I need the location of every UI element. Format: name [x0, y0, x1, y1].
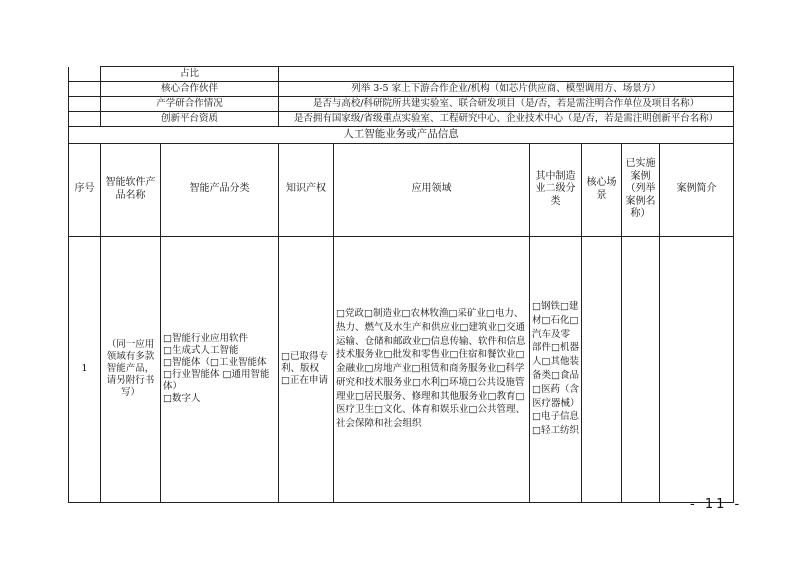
page-number: - 11 - — [690, 497, 743, 512]
blank-cell — [69, 67, 101, 82]
application-form-table — [68, 66, 734, 503]
row-index: 1 — [69, 236, 101, 502]
table-row — [69, 236, 734, 502]
label-share: 占比 — [101, 67, 279, 82]
case-intro-cell[interactable] — [660, 236, 734, 502]
row-share — [69, 67, 734, 82]
product-name-cell[interactable]: （同一应用领域有多款智能产品，请另附行书写） — [101, 236, 161, 502]
header-category: 智能产品分类 — [161, 143, 279, 236]
value-share[interactable] — [279, 67, 734, 82]
header-ip: 知识产权 — [279, 143, 334, 236]
ip-cell[interactable]: □已取得专利、版权 □正在申请 — [279, 236, 334, 502]
mfg-sub-cell[interactable]: □钢铁□建材□石化□汽车及零部件□机器人□其他装备类□食品□医药（含医疗器械）□电子信息□轻工纺织 — [530, 236, 582, 502]
blank-cell — [69, 81, 101, 96]
blank-cell — [69, 111, 101, 126]
fields-cell[interactable]: □党政□制造业□农林牧渔□采矿业□电力、热力、燃气及水生产和供应业□建筑业□交通运输、仓储和邮政业□信息传输、软件和信息技术服务业□批发和零售业□住宿和餐饮业□金融业□房地产业□租赁和商务服务业□科学研究和技术服务业□水利□环境□公共设施管理业□居民服务、修理和其他服务业□教育□医疗卫生□文化、体育和娱乐业□公共管理、社会保障和社会组织 — [334, 236, 530, 502]
row-industry-academia — [69, 96, 734, 111]
header-cases: 已实施案例（列举案例名称） — [622, 143, 660, 236]
label-innovation-platform: 创新平台资质 — [101, 111, 279, 126]
row-innovation-platform — [69, 111, 734, 126]
header-row — [69, 143, 734, 236]
value-industry-academia[interactable]: 是否与高校/科研院所共建实验室、联合研发项目（是/否，若是需注明合作单位及项目名称） — [279, 96, 734, 111]
header-core-scene: 核心场景 — [582, 143, 622, 236]
header-fields: 应用领域 — [334, 143, 530, 236]
cases-cell[interactable] — [622, 236, 660, 502]
value-innovation-platform[interactable]: 是否拥有国家级/省级重点实验室、工程研究中心、企业技术中心（是/否，若是需注明创新平台名称） — [279, 111, 734, 126]
category-cell[interactable]: □智能行业应用软件 □生成式人工智能 □智能体（□工业智能体 □行业智能体 □通用智能体） □数字人 — [161, 236, 279, 502]
header-product-name: 智能软件产品名称 — [101, 143, 161, 236]
label-partners: 核心合作伙伴 — [101, 81, 279, 96]
value-partners[interactable]: 列举 3-5 家上下游合作企业/机构（如芯片供应商、模型调用方、场景方） — [279, 81, 734, 96]
label-industry-academia: 产学研合作情况 — [101, 96, 279, 111]
row-partners — [69, 81, 734, 96]
section-title: 人工智能业务或产品信息 — [69, 126, 734, 143]
core-scene-cell[interactable] — [582, 236, 622, 502]
header-case-intro: 案例简介 — [660, 143, 734, 236]
header-index: 序号 — [69, 143, 101, 236]
section-row — [69, 126, 734, 143]
blank-cell — [69, 96, 101, 111]
header-mfg-sub: 其中制造业二级分类 — [530, 143, 582, 236]
